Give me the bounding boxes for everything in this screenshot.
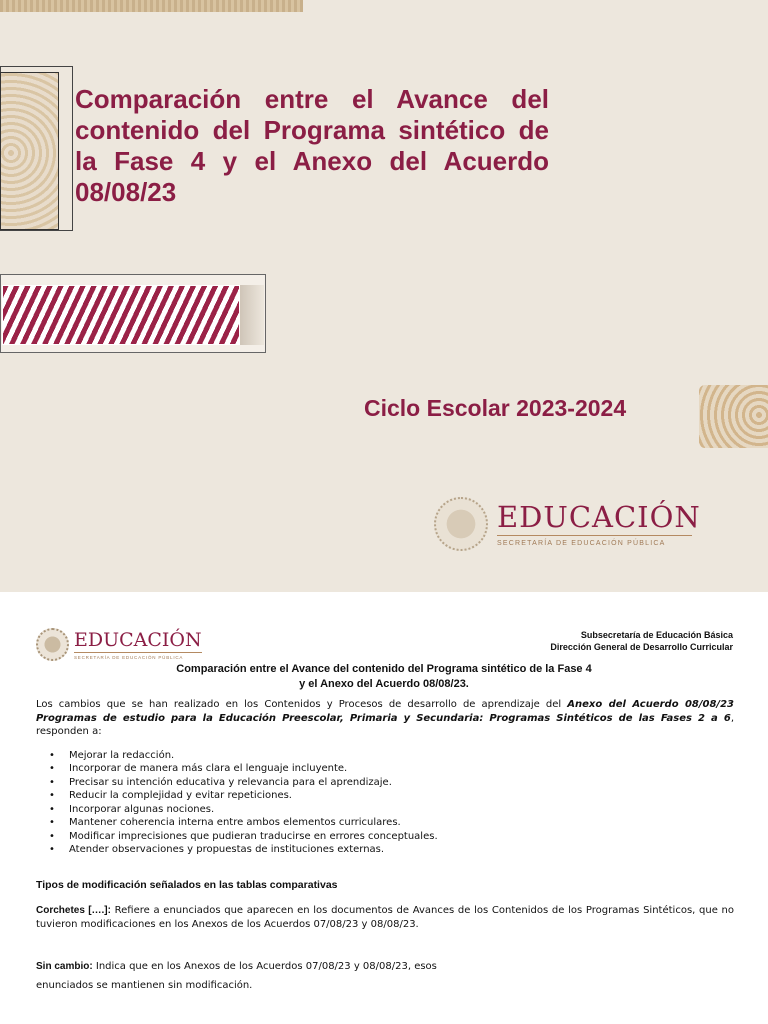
types-heading: Tipos de modificación señalados en las tablas comparativas: [36, 878, 338, 891]
sep-logo: [434, 497, 701, 551]
nochange-label: Sin cambio:: [36, 961, 93, 972]
document-title-line-1: Comparación entre el Avance del contenido del Programa sintético de la Fase 4: [176, 663, 592, 675]
logo-divider: [497, 535, 692, 536]
list-item: • Mejorar la redacción.: [36, 749, 734, 763]
document-title-line-2: y el Anexo del Acuerdo 08/08/23.: [299, 678, 469, 690]
brackets-text: Refiere a enunciados que aparecen en los documentos de Avances de los Contenidos de los Programas Sintéticos, que no tuvieron modificaciones en los Anexos de los Acuerdos 07/08/23 y 08/08/23.: [36, 905, 734, 930]
brackets-label: Corchetes [….]:: [36, 905, 111, 916]
list-item: • Reducir la complejidad y evitar repeticiones.: [36, 789, 734, 803]
logo-divider: [74, 652, 202, 653]
list-item: • Incorporar de manera más clara el lenguaje incluyente.: [36, 762, 734, 776]
decorative-pattern-band: [2, 285, 240, 345]
logo-wordmark: EDUCACIÓN: [497, 500, 701, 534]
list-item: • Atender observaciones y propuestas de instituciones externas.: [36, 843, 734, 857]
brackets-paragraph: [36, 904, 734, 931]
logo-subtext: SECRETARÍA DE EDUCACIÓN PÚBLICA: [497, 540, 666, 547]
decorative-band-shadow: [240, 285, 264, 345]
intro-text: Los cambios que se han realizado en los Contenidos y Procesos de desarrollo de aprendizaje del: [36, 699, 568, 710]
list-item: • Mantener coherencia interna entre ambos elementos curriculares.: [36, 816, 734, 830]
school-cycle: Ciclo Escolar 2023-2024: [364, 395, 627, 421]
list-item: • Incorporar algunas nociones.: [36, 803, 734, 817]
intro-text-end: , responden a:: [36, 712, 734, 737]
nochange-paragraph: [36, 957, 734, 995]
intro-paragraph: [36, 698, 734, 739]
nochange-text: Indica que en los Anexos de los Acuerdos 07/08/23 y 08/08/23, esos: [92, 961, 437, 972]
national-seal-icon: [434, 497, 488, 551]
agency-line-2: Dirección General de Desarrollo Curricular: [550, 642, 733, 652]
document-page: [0, 592, 768, 1024]
document-title: [100, 662, 668, 692]
intro-emphasis: Anexo del Acuerdo 08/08/23 Programas de estudio para la Educación Preescolar, Primaria y Secundaria: Programas Sintéticos de las Fases 2 a 6: [36, 699, 734, 724]
cover-title: Comparación entre el Avance del contenido del Programa sintético de la Fase 4 y el Anexo del Acuerdo 08/08/23: [75, 84, 549, 207]
national-seal-icon: [36, 628, 69, 661]
logo-subtext: SECRETARÍA DE EDUCACIÓN PÚBLICA: [74, 654, 184, 660]
decorative-top-bar: [0, 0, 303, 12]
sep-logo-small: [36, 628, 202, 661]
list-item: • Modificar imprecisiones que pudieran traducirse en errores conceptuales.: [36, 830, 734, 844]
agency-line-1: Subsecretaría de Educación Básica: [580, 630, 733, 640]
decorative-pattern-left: [0, 72, 59, 230]
agency-header: [550, 629, 733, 653]
decorative-pattern-right: [699, 385, 768, 448]
document-body: [36, 698, 734, 995]
logo-wordmark: EDUCACIÓN: [74, 628, 202, 651]
changes-list: [36, 749, 734, 857]
list-item: • Precisar su intención educativa y relevancia para el aprendizaje.: [36, 776, 734, 790]
nochange-text-end: enunciados se mantienen sin modificación.: [36, 980, 253, 991]
